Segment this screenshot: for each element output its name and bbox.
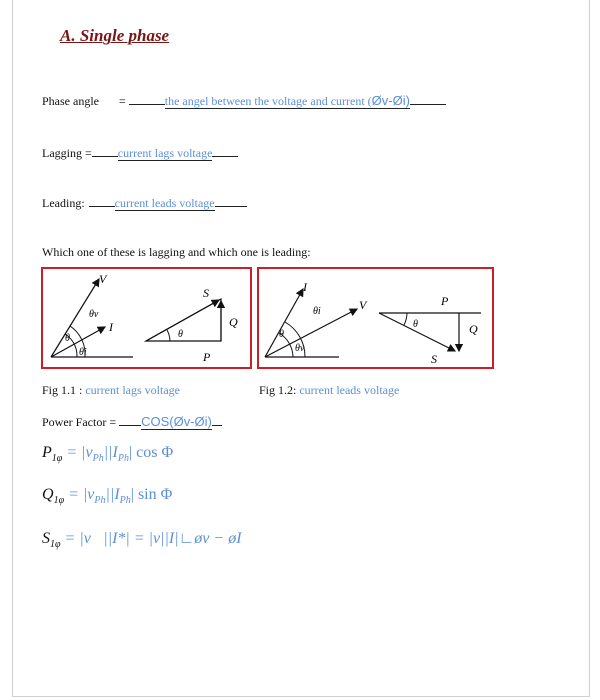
reactive-power-equation <box>42 486 172 506</box>
fig1-q-label: Q <box>229 315 238 329</box>
caption1-answer: current lags voltage <box>85 383 180 397</box>
q-rhs-mid: ||I <box>105 486 120 503</box>
fig1-p-label: P <box>203 350 211 364</box>
caption1-prefix: Fig 1.1 : <box>42 383 86 397</box>
question-text: Which one of these is lagging and which one is leading: <box>42 245 311 259</box>
q-sub: 1φ <box>53 495 65 507</box>
s-lhs: S <box>42 530 50 547</box>
fig2-theta-v-label: θv <box>295 343 305 354</box>
p-rhs-sub1: Ph <box>92 453 104 465</box>
figure-1-1 <box>41 267 252 369</box>
p-rhs-mid: ||I <box>103 444 118 461</box>
phase-angle-answer-text: the angel between the voltage and current ( <box>164 94 372 108</box>
q-lhs: Q <box>42 486 54 503</box>
fig2-theta-label: θ <box>279 329 284 340</box>
fig1-s-label: S <box>203 286 209 300</box>
pf-angle-arc <box>167 330 170 341</box>
p-rhs-end: | cos Φ <box>128 444 174 461</box>
phase-angle-answer <box>165 94 410 109</box>
lagging-answer: current lags voltage <box>117 146 213 160</box>
power-factor-label: Power Factor = <box>42 415 120 429</box>
q-rhs: = |v <box>68 486 95 503</box>
fig2-theta-i-label: θi <box>313 306 321 317</box>
caption2-prefix: Fig 1.2: <box>259 383 300 397</box>
power-factor-answer: COS(Øv-Øi) <box>141 414 212 429</box>
lagging-line <box>42 146 238 161</box>
fig2-v-label: V <box>359 298 367 312</box>
fig1-theta-label: θ <box>65 333 70 344</box>
p-rhs: = |v <box>66 444 93 461</box>
fig1-theta-i-label: θi <box>79 347 87 358</box>
pf-angle-arc-2 <box>404 313 407 325</box>
fig2-p-label: P <box>441 294 449 308</box>
lagging-label: Lagging = <box>42 146 92 160</box>
fig2-triangle-theta: θ <box>413 319 418 330</box>
phase-angle-answer-symbol: Øv-Øi) <box>371 93 410 108</box>
current-phasor <box>51 327 105 357</box>
q-rhs-sub1: Ph <box>94 495 106 507</box>
p-lhs: P <box>42 444 52 461</box>
phase-angle-label: Phase angle <box>42 94 99 108</box>
section-heading: A. Single phase <box>60 26 170 45</box>
p-sub: 1φ <box>51 453 63 465</box>
caption2-answer: current leads voltage <box>299 383 400 397</box>
leading-label: Leading: <box>42 196 85 210</box>
s-sub: 1φ <box>50 539 61 551</box>
leading-answer: current leads voltage <box>114 196 215 210</box>
q-rhs-end: | sin Φ <box>130 486 173 503</box>
figure-1-1-caption <box>42 383 180 398</box>
p-rhs-sub2: Ph <box>117 453 129 465</box>
q-rhs-sub2: Ph <box>119 495 131 507</box>
figure-1-2-caption <box>259 383 399 398</box>
fig2-i-label: I <box>303 280 307 294</box>
phase-angle-line <box>42 93 446 109</box>
leading-line <box>42 196 247 211</box>
apparent-power-equation <box>42 530 242 550</box>
fig2-q-label: Q <box>469 322 478 336</box>
phase-angle-eq: = <box>118 94 126 108</box>
fig1-i-label: I <box>109 320 113 334</box>
figure-1-2 <box>257 267 494 369</box>
fig2-s-label: S <box>431 352 437 366</box>
theta-v-arc-2 <box>289 343 293 357</box>
s-rhs: = |v⃗||I*| = |v||I|∟øv − øI <box>64 530 242 547</box>
fig1-v-label: V <box>99 272 107 286</box>
power-factor-line <box>42 414 222 430</box>
fig1-triangle-theta: θ <box>178 329 183 340</box>
fig1-theta-v-label: θv <box>89 309 99 320</box>
real-power-equation <box>42 444 173 464</box>
